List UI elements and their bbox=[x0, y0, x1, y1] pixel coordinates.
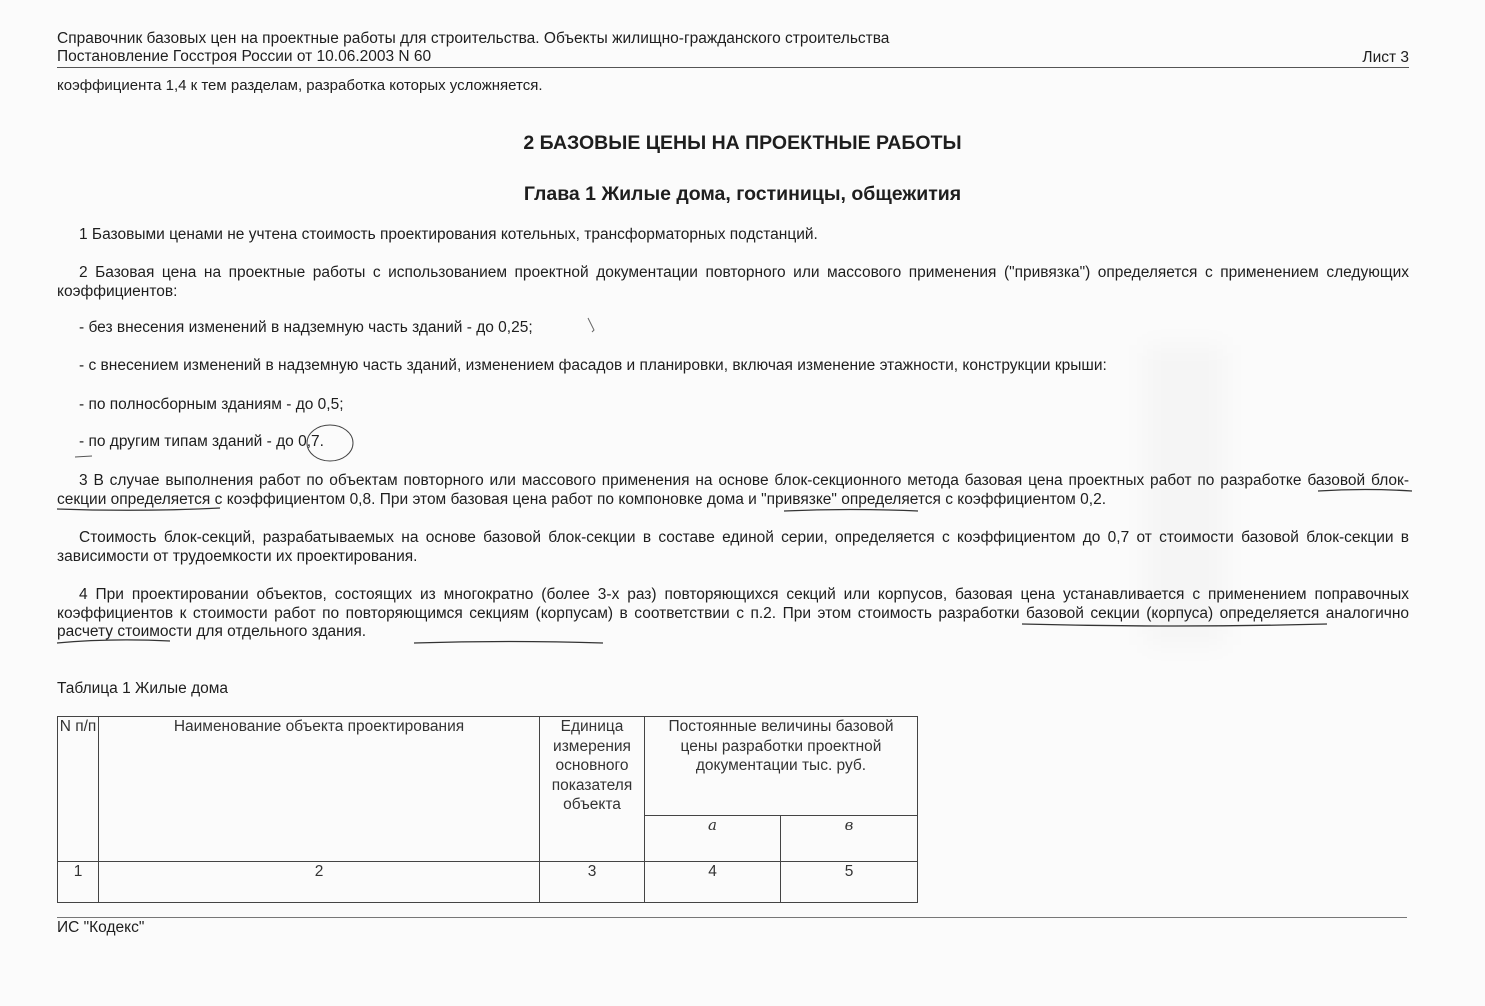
col-number-3: 3 bbox=[540, 862, 645, 903]
header-a: а bbox=[645, 816, 781, 862]
col-number-5: 5 bbox=[781, 862, 918, 903]
footer-source: ИС "Кодекс" bbox=[57, 919, 145, 936]
chapter-title: Глава 1 Жилые дома, гостиницы, общежития bbox=[523, 183, 962, 205]
pen-underline-6 bbox=[414, 642, 603, 644]
bullet-with-changes: - с внесением изменений в надземную часть зданий, изменением фасадов и планировки, включая изменение этажности, конструкции крыши: bbox=[79, 357, 1107, 374]
col-number-2: 2 bbox=[99, 862, 540, 903]
bullet-other-types: - по другим типам зданий - до 0,7. bbox=[79, 433, 324, 450]
bullet-no-changes: - без внесения изменений в надземную часть зданий - до 0,25; bbox=[79, 319, 533, 336]
col-number-4: 4 bbox=[645, 862, 781, 903]
pen-underline-3 bbox=[784, 510, 918, 512]
sheet-number: Лист 3 bbox=[1362, 49, 1409, 66]
header-rule bbox=[57, 67, 1409, 68]
bullet-prefab: - по полносборным зданиям - до 0,5; bbox=[79, 396, 344, 413]
header-unit: Единица измерения основного показателя объекта bbox=[540, 717, 645, 862]
section-title: 2 БАЗОВЫЕ ЦЕНЫ НА ПРОЕКТНЫЕ РАБОТЫ bbox=[523, 132, 962, 154]
table-row bbox=[58, 862, 918, 903]
paragraph-block-sections: Стоимость блок-секций, разрабатываемых на основе базовой блок-секции в составе единой серии, определяется с коэффициентом до 0,7 от стоимости базовой блок-секции в зависимости от трудоемкости их проектирования. bbox=[57, 529, 1409, 565]
paragraph-4: 4 При проектировании объектов, состоящих из многократно (более 3-х раз) повторяющихся секций или корпусов, базовая цена устанавливается с применением поправочных коэффициентов к стоимости работ по повторяющимся секциям (корпусам) в соответствии с п.2. При этом стоимость разработки базовой секции (корпуса) определяется аналогично расчету стоимости для отдельного здания. bbox=[57, 586, 1409, 640]
footer-rule bbox=[57, 917, 1407, 918]
header-num: N п/п bbox=[58, 717, 99, 862]
header-name: Наименование объекта проектирования bbox=[99, 717, 540, 862]
paragraph-1: 1 Базовыми ценами не учтена стоимость проектирования котельных, трансформаторных подстанций. bbox=[79, 226, 818, 243]
table-caption: Таблица 1 Жилые дома bbox=[57, 680, 229, 697]
header-decree: Постановление Госстроя России от 10.06.2003 N 60 bbox=[57, 48, 432, 65]
table-header-row bbox=[58, 717, 918, 816]
header-title: Справочник базовых цен на проектные работы для строительства. Объекты жилищно-гражданского строительства bbox=[57, 30, 890, 47]
residential-table bbox=[57, 716, 918, 903]
paragraph-2: 2 Базовая цена на проектные работы с использованием проектной документации повторного или массового применения ("привязка") определяется с применением следующих коэффициентов: bbox=[57, 264, 1409, 300]
paragraph-3: 3 В случае выполнения работ по объектам повторного или массового применения на основе блок-секционного метода базовая цена проектных работ по разработке базовой блок-секции определяется с коэффициентом 0,8. При этом базовая цена работ по компоновке дома и "привязке" определяется с коэффициентом 0,2. bbox=[57, 472, 1409, 508]
pen-dash-mark bbox=[75, 456, 92, 457]
header-b: в bbox=[781, 816, 918, 862]
header-price: Постоянные величины базовой цены разработки проектной документации тыс. руб. bbox=[645, 717, 918, 816]
col-number-1: 1 bbox=[58, 862, 99, 903]
continuation-text: коэффициента 1,4 к тем разделам, разработка которых усложняется. bbox=[57, 77, 543, 94]
